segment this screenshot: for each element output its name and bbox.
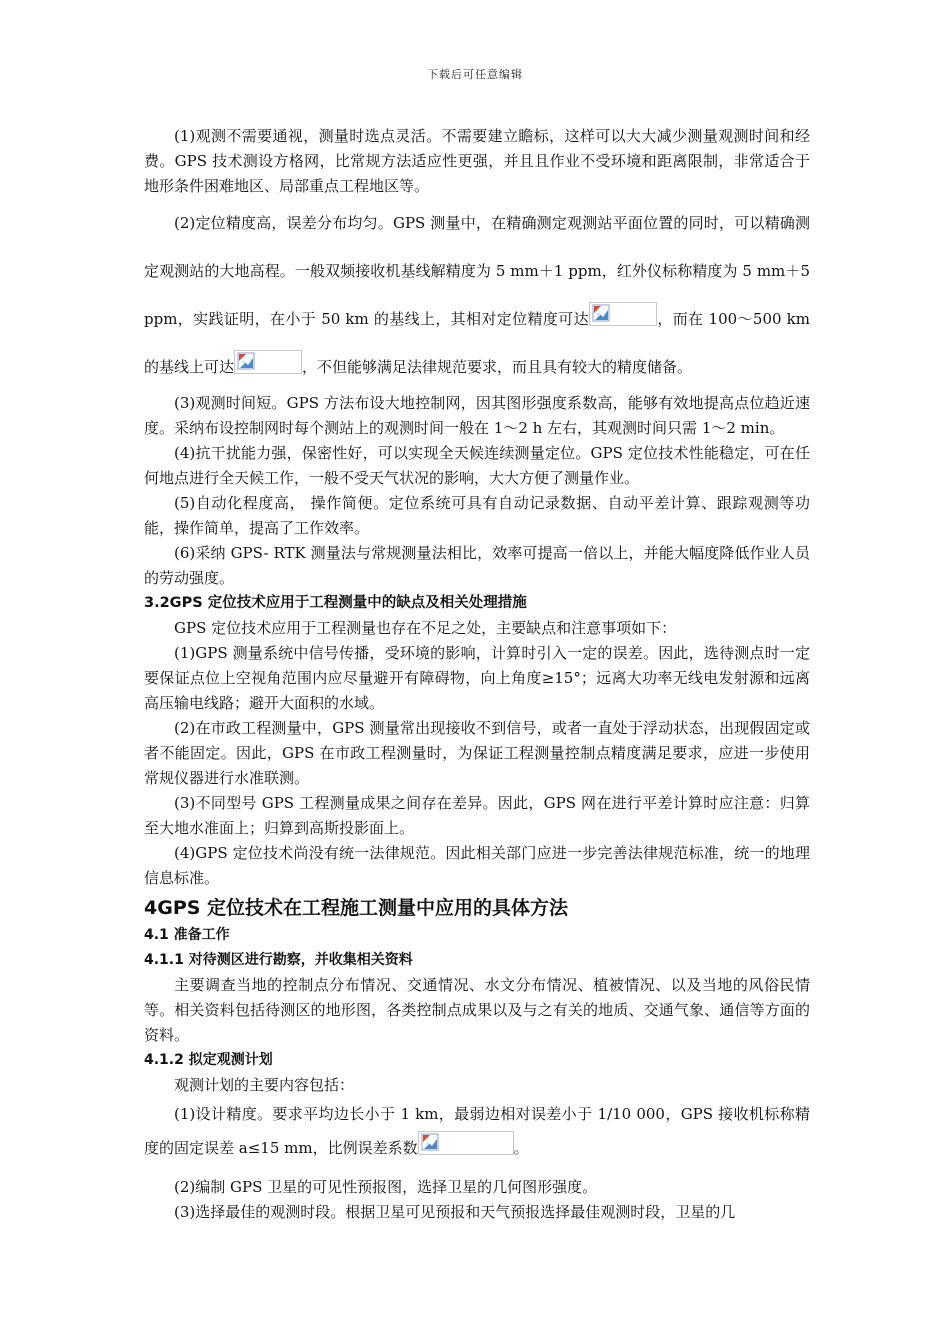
paragraph-text: (1)设计精度。要求平均边长小于 1 km，最弱边相对误差小于 1/10 000，GPS 接收机标称精度的固定误差 a≤15 mm，比例误差系数	[144, 1105, 810, 1157]
paragraph: (1)GPS 测量系统中信号传播，受环境的影响，计算时引入一定的误差。因此，选待测点时一定要保证点位上空视角范围内应尽量避开有障碍物，向上角度≥15°；远离大功率无线电发射源和远离高压输电线路；避开大面积的水域。	[144, 644, 810, 712]
chapter-heading: 4GPS 定位技术在工程施工测量中应用的具体方法	[144, 897, 569, 919]
paragraph-text: ，而在 100～500 km 的基线上可达	[144, 310, 810, 376]
subsection-heading: 4.1.1 对待测区进行勘察，并收集相关资料	[144, 952, 413, 968]
paragraph: (4)GPS 定位技术尚没有统一法律规范。因此相关部门应进一步完善法律规范标准，统一的地理信息标准。	[144, 844, 810, 887]
paragraph-text: (2)定位精度高，误差分布均匀。GPS 测量中，在精确测定观测站平面位置的同时，可以精确测定观测站的大地高程。一般双频接收机基线解精度为 5 mm＋1 ppm，红外仪标称精度为 5 mm＋5 ppm，实践证明，在小于 50 km 的基线上，其相对定位精度可达	[144, 214, 810, 328]
paragraph-text: 。	[513, 1139, 529, 1157]
paragraph: (3)观测时间短。GPS 方法布设大地控制网，因其图形强度系数高，能够有效地提高点位趋近速度。采纳布设控制网时每个测站上的观测时间一般在 1～2 h 左右，其观测时间只需 1～2 min。	[144, 394, 810, 437]
paragraph: 观测计划的主要内容包括：	[174, 1076, 355, 1094]
page-header: 下载后可任意编辑	[427, 68, 523, 81]
paragraph: GPS 定位技术应用于工程测量也存在不足之处，主要缺点和注意事项如下：	[174, 619, 677, 637]
paragraph-text: ，不但能够满足法律规范要求，而且具有较大的精度储备。	[302, 358, 693, 376]
paragraph: (4)抗干扰能力强，保密性好，可以实现全天候连续测量定位。GPS 定位技术性能稳定，可在任何地点进行全天候工作，一般不受天气状况的影响，大大方便了测量作业。	[144, 444, 810, 487]
paragraph: (1)观测不需要通视，测量时选点灵活。不需要建立瞻标，这样可以大大减少测量观测时间和经费。GPS 技术测设方格网，比常规方法适应性更强，并且且作业不受环境和距离限制，非常适合于地形条件困难地区、局部重点工程地区等。	[144, 127, 810, 195]
subsection-heading: 4.1.2 拟定观测计划	[144, 1052, 273, 1068]
section-heading: 3.2GPS 定位技术应用于工程测量中的缺点及相关处理措施	[144, 595, 527, 611]
paragraph: (6)采纳 GPS- RTK 测量法与常规测量法相比，效率可提高一倍以上，并能大幅度降低作业人员的劳动强度。	[144, 544, 810, 587]
paragraph-with-formulas	[144, 199, 810, 391]
paragraph: 主要调查当地的控制点分布情况、交通情况、水文分布情况、植被情况、以及当地的风俗民情等。相关资料包括待测区的地形图，各类控制点成果以及与之有关的地质、交通气象、通信等方面的资料。	[144, 976, 810, 1044]
paragraph-with-formula	[144, 1098, 810, 1165]
subsection-heading: 4.1 准备工作	[144, 927, 230, 943]
document-body	[144, 124, 810, 1225]
paragraph: (3)不同型号 GPS 工程测量成果之间存在差异。因此，GPS 网在进行平差计算时应注意：归算至大地水准面上；归算到高斯投影面上。	[144, 794, 810, 837]
broken-image-icon	[589, 302, 657, 326]
paragraph: (2)编制 GPS 卫星的可见性预报图，选择卫星的几何图形强度。	[174, 1178, 598, 1196]
broken-image-icon	[418, 1131, 514, 1155]
paragraph: (2)在市政工程测量中，GPS 测量常出现接收不到信号，或者一直处于浮动状态，出现假固定或者不能固定。因此，GPS 在市政工程测量时，为保证工程测量控制点精度满足要求，应进一步使用常规仪器进行水准联测。	[144, 719, 810, 787]
broken-image-icon	[234, 350, 302, 374]
paragraph: (3)选择最佳的观测时段。根据卫星可见预报和天气预报选择最佳观测时段，卫星的几	[174, 1203, 736, 1221]
paragraph: (5)自动化程度高， 操作简便。定位系统可具有自动记录数据、自动平差计算、跟踪观测等功能，操作简单，提高了工作效率。	[144, 494, 810, 537]
